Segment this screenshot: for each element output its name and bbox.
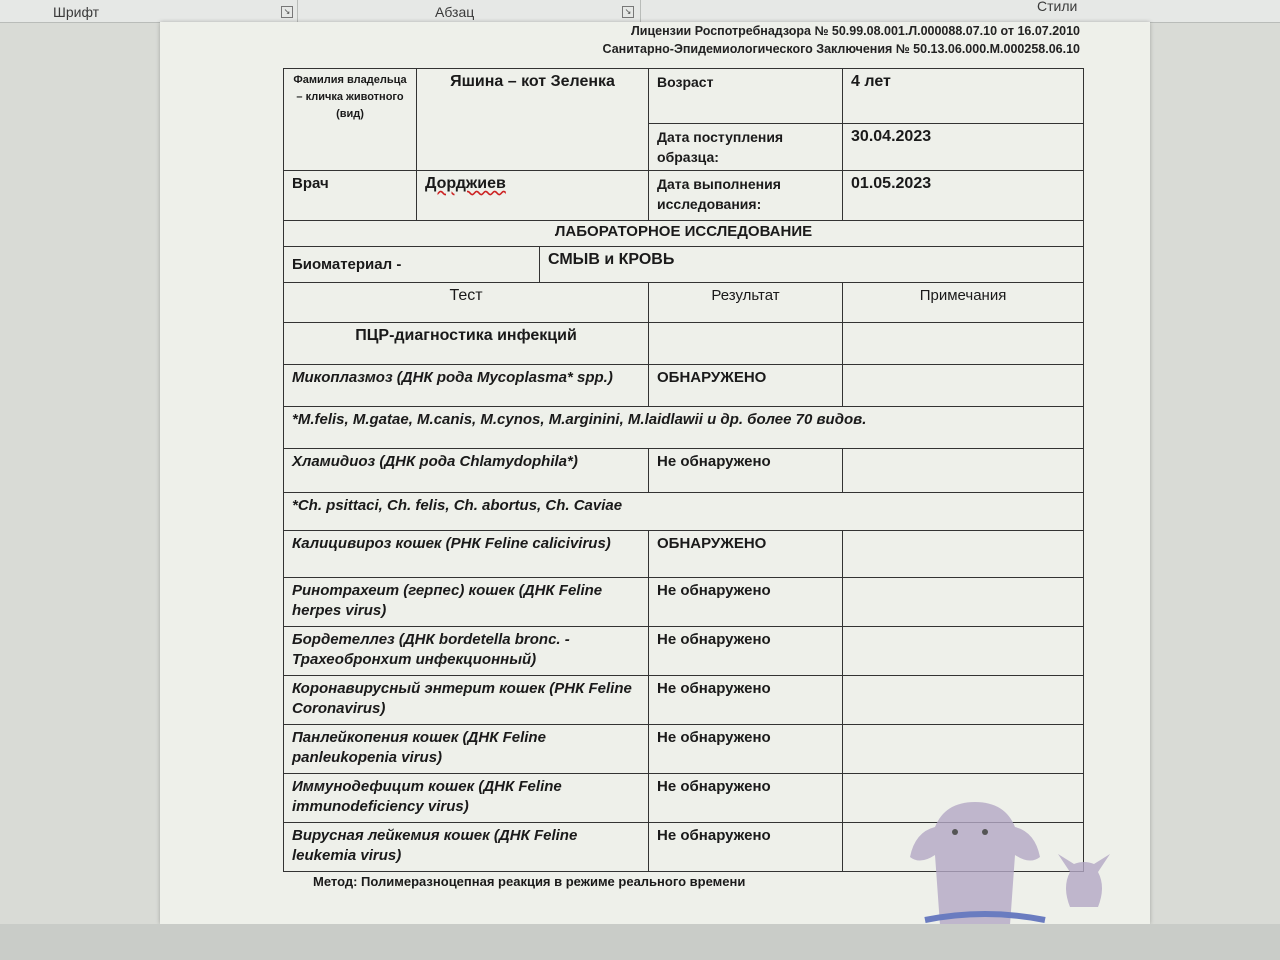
result-rhinotracheitis: Не обнаружено xyxy=(649,578,843,627)
biomaterial-value: СМЫВ и КРОВЬ xyxy=(540,247,1084,283)
note-mycoplasma-species: *M.felis, M.gatae, M.canis, M.cynos, M.arginini, M.laidlawii и др. более 70 видов. xyxy=(284,407,1084,449)
result-calicivirus: ОБНАРУЖЕНО xyxy=(649,531,843,578)
test-name-bordetella: Бордетеллез (ДНК bordetella bronc. - Трахеобронхит инфекционный) xyxy=(284,627,649,676)
paragraph-dialog-launcher-icon[interactable]: ↘ xyxy=(622,6,634,18)
test-name-leukemia: Вирусная лейкемия кошек (ДНК Feline leukemia virus) xyxy=(284,823,649,872)
age-label: Возраст xyxy=(649,69,843,124)
test-name-calicivirus: Калицивироз кошек (РНК Feline calicivirus) xyxy=(284,531,649,578)
ribbon-bar xyxy=(0,0,1280,23)
done-date-value: 01.05.2023 xyxy=(843,171,1084,221)
result-bordetella: Не обнаружено xyxy=(649,627,843,676)
doctor-value: Дорджиев xyxy=(425,175,506,192)
license-line-2: Санитарно-Эпидемиологического Заключения № 50.13.06.000.М.000258.06.10 xyxy=(602,42,1080,56)
owner-value: Яшина – кот Зеленка xyxy=(417,69,649,171)
result-immunodeficiency: Не обнаружено xyxy=(649,774,843,823)
test-name-panleukopenia: Панлейкопения кошек (ДНК Feline panleukopenia virus) xyxy=(284,725,649,774)
result-cell xyxy=(649,323,843,365)
font-group-label: Шрифт xyxy=(53,4,100,20)
paragraph-group-label: Абзац xyxy=(435,4,475,20)
ribbon-separator xyxy=(297,0,298,22)
result-chlamydia: Не обнаружено xyxy=(649,449,843,493)
result-panleukopenia: Не обнаружено xyxy=(649,725,843,774)
notes-cell xyxy=(843,449,1084,493)
test-name-coronavirus: Коронавирусный энтерит кошек (РНК Feline Coronavirus) xyxy=(284,676,649,725)
age-value: 4 лет xyxy=(843,69,1084,124)
method-note: Метод: Полимеразноцепная реакция в режиме реального времени xyxy=(313,874,746,889)
test-name-rhinotracheitis: Ринотрахеит (герпес) кошек (ДНК Feline herpes virus) xyxy=(284,578,649,627)
status-bar xyxy=(0,924,1280,960)
notes-cell xyxy=(843,323,1084,365)
doctor-label: Врач xyxy=(284,171,417,221)
test-name-chlamydia: Хламидиоз (ДНК рода Chlamydophila*) xyxy=(284,449,649,493)
result-mycoplasma: ОБНАРУЖЕНО xyxy=(649,365,843,407)
test-name-immunodeficiency: Иммунодефицит кошек (ДНК Feline immunodeficiency virus) xyxy=(284,774,649,823)
column-header-test: Тест xyxy=(284,283,649,323)
license-info xyxy=(603,22,1080,58)
font-dialog-launcher-icon[interactable]: ↘ xyxy=(281,6,293,18)
biomaterial-label: Биоматериал - xyxy=(284,247,540,283)
document-page[interactable] xyxy=(160,22,1150,924)
section-title: ЛАБОРАТОРНОЕ ИССЛЕДОВАНИЕ xyxy=(284,221,1084,247)
lab-report-table xyxy=(283,68,1084,872)
received-date-label: Дата поступления образца: xyxy=(649,124,843,171)
column-header-notes: Примечания xyxy=(843,283,1084,323)
owner-label: Фамилия владельца – кличка животного (вид) xyxy=(284,69,417,171)
group-title: ПЦР-диагностика инфекций xyxy=(284,323,649,365)
test-name-mycoplasma: Микоплазмоз (ДНК рода Mycoplasma* spp.) xyxy=(284,365,649,407)
received-date-value: 30.04.2023 xyxy=(843,124,1084,171)
styles-group-label: Стили xyxy=(1037,0,1078,14)
note-chlamydia-species: *Ch. psittaci, Ch. felis, Ch. abortus, Ch. Caviae xyxy=(284,493,1084,531)
result-coronavirus: Не обнаружено xyxy=(649,676,843,725)
column-header-result: Результат xyxy=(649,283,843,323)
notes-cell xyxy=(843,676,1084,725)
license-line-1: Лицензии Роспотребнадзора № 50.99.08.001.Л.000088.07.10 от 16.07.2010 xyxy=(631,24,1080,38)
notes-cell xyxy=(843,531,1084,578)
result-leukemia: Не обнаружено xyxy=(649,823,843,872)
done-date-label: Дата выполнения исследования: xyxy=(649,171,843,221)
clinic-logo-dog-cat xyxy=(905,792,1135,927)
ribbon-separator xyxy=(640,0,641,22)
notes-cell xyxy=(843,578,1084,627)
notes-cell xyxy=(843,365,1084,407)
notes-cell xyxy=(843,725,1084,774)
notes-cell xyxy=(843,627,1084,676)
